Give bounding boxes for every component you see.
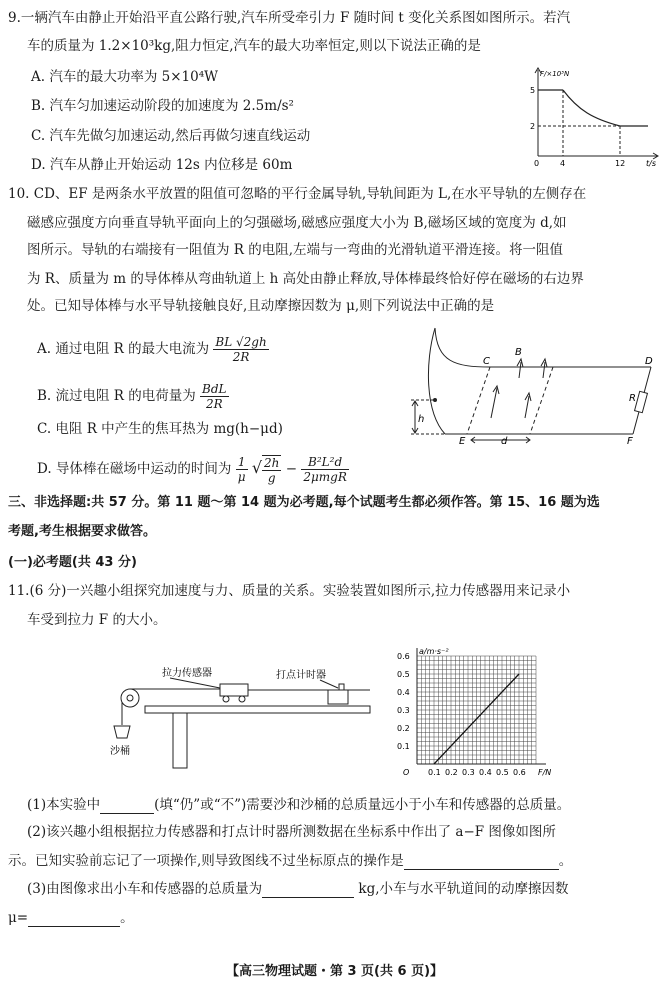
q10-label-c: C [483, 356, 490, 367]
q9-option-d: D. 汽车从静止开始运动 12s 内位移是 60m [31, 157, 293, 173]
x-tick-label: 0.1 [428, 768, 441, 777]
q10-option-a: A. 通过电阻 R 的最大电流为 $\frac{BL √2gh}{2R}$ [37, 335, 267, 364]
q11-stem-line2: 车受到拉力 F 的大小。 [27, 612, 167, 628]
q9-graph-tick-5: 5 [530, 86, 536, 95]
q9-option-a: A. 汽车的最大功率为 5×10⁴W [31, 69, 218, 85]
q9-graph-tick-2: 2 [530, 122, 536, 131]
y-tick-label: 0.5 [397, 670, 410, 679]
q11-label-bucket: 沙桶 [110, 746, 130, 757]
q11-blank-3[interactable] [262, 883, 354, 898]
q9-graph-ylabel: F/×10³N [540, 70, 570, 78]
q9-stem-line2: 车的质量为 1.2×10³kg,阻力恒定,汽车的最大功率恒定,则以下说法正确的是 [27, 38, 481, 54]
q11-sub3-line2: μ= 。 [8, 910, 134, 926]
q10-stem-line3: 图所示。导轨的右端接有一阻值为 R 的电阻,左端与一弯曲的光滑轨道平滑连接。将一阻值 [27, 242, 564, 258]
y-tick-label: 0.3 [397, 706, 410, 715]
q11-label-timer: 打点计时器 [276, 670, 326, 681]
q11-a-f-chart [395, 644, 567, 784]
x-axis-label: F/N [538, 768, 552, 777]
q10-label-d-width: d [501, 436, 508, 447]
part3-subheader: (一)必考题(共 43 分) [8, 555, 137, 570]
q10-label-d: D [645, 356, 653, 367]
part3-header-line2: 考题,考生根据要求做答。 [8, 524, 156, 539]
q11-label-sensor: 拉力传感器 [162, 668, 212, 679]
q10-label-b: B [515, 347, 522, 358]
q10-label-r: R [629, 393, 636, 404]
y-tick-label: 0.2 [397, 724, 410, 733]
q11-blank-4[interactable] [28, 912, 120, 927]
y-tick-label: 0.4 [397, 688, 410, 697]
q9-graph-xlabel: t/s [646, 159, 656, 168]
q11-sub2-line2: 示。已知实验前忘记了一项操作,则导致图线不过坐标原点的操作是 。 [8, 853, 573, 869]
q10-stem-line1: 10. CD、EF 是两条水平放置的阻值可忽略的平行金属导轨,导轨间距为 L,在水平导轨的左侧存在 [8, 186, 587, 202]
y-axis-label: a/m·s⁻² [419, 647, 449, 656]
q10-stem-line4: 为 R、质量为 m 的导体棒从弯曲轨道上 h 高处由静止释放,导体棒最终恰好停在磁场的右边界 [27, 271, 584, 287]
q10-label-h: h [418, 414, 425, 425]
y-tick-label: 0.1 [397, 742, 410, 751]
q11-blank-2[interactable] [404, 855, 559, 870]
q10-label-e: E [459, 436, 466, 447]
q10-rail-diagram [405, 322, 661, 450]
page-footer: 【高三物理试题・第 3 页(共 6 页)】 [225, 964, 444, 979]
q10-label-f: F [627, 436, 633, 447]
q9-option-c: C. 汽车先做匀加速运动,然后再做匀速直线运动 [31, 128, 311, 144]
part3-header-line1: 三、非选择题:共 57 分。第 11 题～第 14 题为必考题,每个试题考生都必须作答。第 15、16 题为选 [8, 495, 600, 510]
x-tick-label: 0.3 [462, 768, 475, 777]
q11-blank-1[interactable] [100, 799, 154, 814]
q11-stem-line1: 11.(6 分)一兴趣小组探究加速度与力、质量的关系。实验装置如图所示,拉力传感器用来记录小 [8, 583, 571, 599]
x-tick-label: 0.6 [513, 768, 526, 777]
q11-apparatus-diagram [110, 660, 390, 770]
q9-stem-line1: 9.一辆汽车由静止开始沿平直公路行驶,汽车所受牵引力 F 随时间 t 变化关系图如图所示。若汽 [8, 10, 571, 26]
q10-stem-line5: 处。已知导体棒与水平导轨接触良好,且动摩擦因数为 μ,则下列说法中正确的是 [27, 298, 495, 314]
x-tick-label: 0.5 [496, 768, 509, 777]
x-tick-label: 0.4 [479, 768, 492, 777]
q10-option-b: B. 流过电阻 R 的电荷量为 $\frac{\text{BdL}}{2R}$ [37, 382, 227, 411]
q11-sub3-line1: (3)由图像求出小车和传感器的总质量为 kg,小车与水平轨道间的动摩擦因数 [27, 881, 569, 897]
q11-sub1: (1)本实验中 (填“仍”或“不”)需要沙和沙桶的总质量远小于小车和传感器的总质量。 [27, 797, 571, 813]
q9-graph-tick-12: 12 [615, 159, 626, 168]
q10-option-c: C. 电阻 R 中产生的焦耳热为 mg(h−μd) [37, 421, 283, 437]
origin-label: O [403, 768, 410, 777]
y-tick-label: 0.6 [397, 652, 410, 661]
q9-graph-origin: 0 [534, 159, 540, 168]
x-tick-label: 0.2 [445, 768, 458, 777]
q10-stem-line2: 磁感应强度方向垂直导轨平面向上的匀强磁场,磁感应强度大小为 B,磁场区域的宽度为 d,如 [27, 215, 567, 231]
q10-option-d: D. 导体棒在磁场中运动的时间为 $\frac{1}{\mu}$ √ $\frac{2h}{g}$ − $\frac{\text{B²L²d}}{\text{2μmgR}}$ [37, 455, 347, 485]
q9-force-time-graph [528, 64, 663, 168]
q11-sub2-line1: (2)该兴趣小组根据拉力传感器和打点计时器所测数据在坐标系中作出了 a−F 图像如图所 [27, 824, 556, 840]
q9-option-b: B. 汽车匀加速运动阶段的加速度为 2.5m/s² [31, 98, 294, 114]
q9-graph-tick-4: 4 [560, 159, 566, 168]
